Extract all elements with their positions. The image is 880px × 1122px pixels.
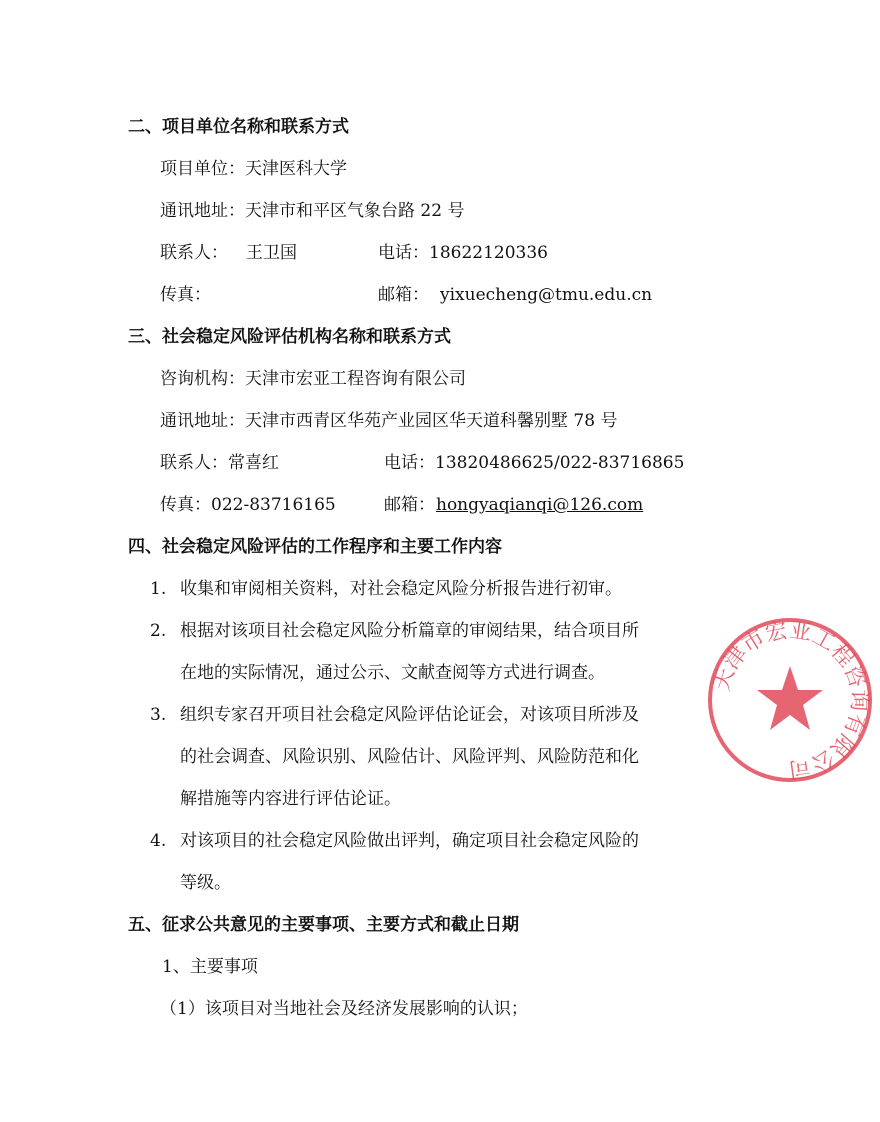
main-matters-subheading: 1、主要事项 <box>162 957 258 977</box>
org-phone: 电话：13820486625/022-83716865 <box>384 453 685 473</box>
org-email[interactable]: hongyaqianqi@126.com <box>436 495 644 515</box>
procedure-item-line: 根据对该项目社会稳定风险分析篇章的审阅结果，结合项目所 <box>180 621 639 641</box>
unit-contact-label: 联系人： <box>160 243 228 263</box>
org-address: 通讯地址：天津市西青区华苑产业园区华天道科馨别墅 78 号 <box>160 411 618 431</box>
procedure-item-number: 1. <box>150 579 167 599</box>
unit-fax: 传真： <box>160 285 211 305</box>
seal-text: 天津市宏亚工程咨询有限公司 <box>709 618 872 782</box>
section5-heading: 五、征求公共意见的主要事项、主要方式和截止日期 <box>128 915 519 935</box>
procedure-item-line: 对该项目的社会稳定风险做出评判，确定项目社会稳定风险的 <box>180 831 639 851</box>
unit-email[interactable]: yixuecheng@tmu.edu.cn <box>440 285 653 305</box>
procedure-item-line: 等级。 <box>180 873 231 893</box>
procedure-item-line: 解措施等内容进行评估论证。 <box>180 789 401 809</box>
unit-email-label: 邮箱： <box>378 285 429 305</box>
section2-heading: 二、项目单位名称和联系方式 <box>128 117 349 137</box>
consulting-org: 咨询机构：天津市宏亚工程咨询有限公司 <box>160 369 466 389</box>
star-icon <box>757 666 823 730</box>
procedure-item-line: 组织专家召开项目社会稳定风险评估论证会，对该项目所涉及 <box>180 705 639 725</box>
procedure-item-line: 在地的实际情况，通过公示、文献查阅等方式进行调查。 <box>180 663 605 683</box>
org-fax: 传真：022-83716165 <box>160 495 336 515</box>
project-unit: 项目单位：天津医科大学 <box>160 159 347 179</box>
procedure-item-number: 3. <box>150 705 167 725</box>
company-seal-stamp <box>700 610 880 790</box>
unit-contact-name: 王卫国 <box>246 243 297 263</box>
main-matter-item: （1）该项目对当地社会及经济发展影响的认识； <box>160 999 528 1019</box>
unit-phone: 电话：18622120336 <box>378 243 548 263</box>
unit-address: 通讯地址：天津市和平区气象台路 22 号 <box>160 201 465 221</box>
procedure-item-line: 的社会调查、风险识别、风险估计、风险评判、风险防范和化 <box>180 747 639 767</box>
procedure-item-line: 收集和审阅相关资料，对社会稳定风险分析报告进行初审。 <box>180 579 622 599</box>
section3-heading: 三、社会稳定风险评估机构名称和联系方式 <box>128 327 451 347</box>
org-contact: 联系人：常喜红 <box>160 453 279 473</box>
procedure-item-number: 2. <box>150 621 167 641</box>
section4-heading: 四、社会稳定风险评估的工作程序和主要工作内容 <box>128 537 502 557</box>
procedure-item-number: 4. <box>150 831 167 851</box>
org-email-label: 邮箱： <box>384 495 435 515</box>
